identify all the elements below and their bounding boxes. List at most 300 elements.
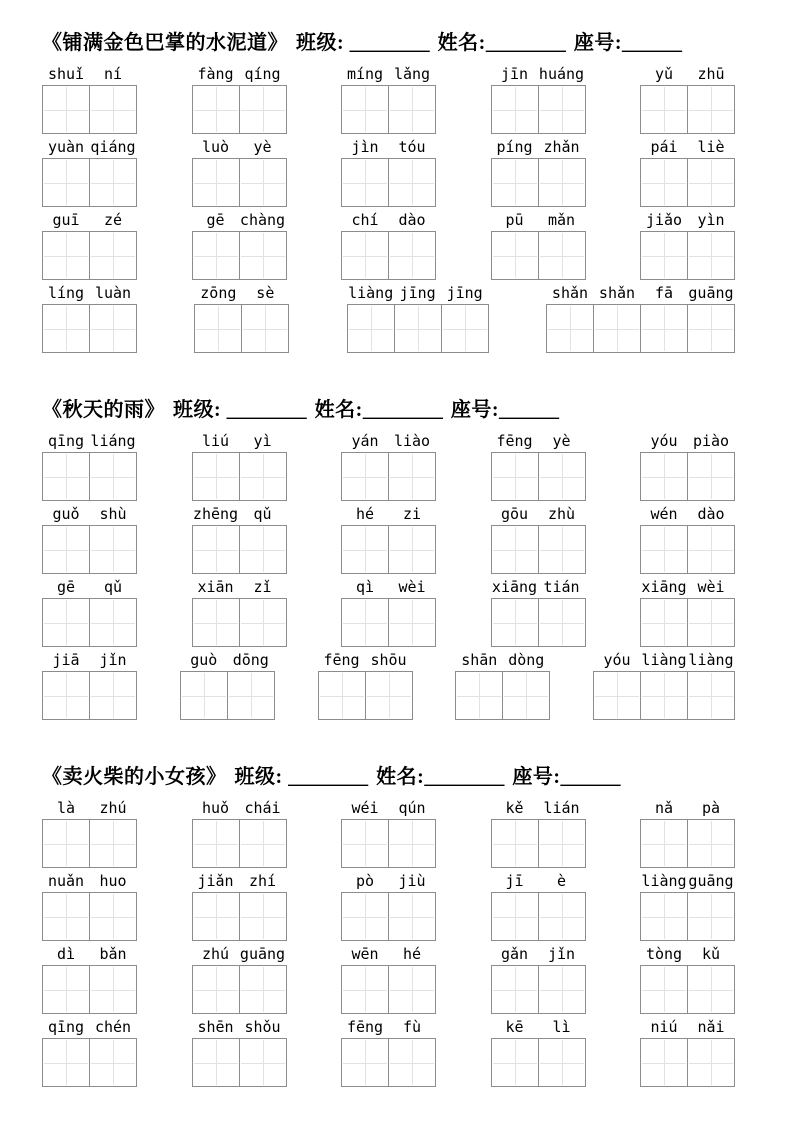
character-cell: [538, 598, 586, 647]
character-cell: [341, 158, 389, 207]
character-cell: [341, 1038, 389, 1087]
character-cell: [687, 158, 735, 207]
word-group: [194, 284, 289, 353]
character-cell: [687, 85, 735, 134]
character-cell: [388, 819, 436, 868]
pinyin-syllable: zōng: [200, 284, 237, 302]
word-group: [192, 138, 287, 207]
pinyin-line: [491, 505, 586, 524]
worksheet-section: [42, 30, 735, 353]
character-cell: [687, 892, 735, 941]
pinyin-syllable: kǔ: [701, 945, 721, 963]
character-cell: [239, 819, 287, 868]
pinyin-syllable: sè: [256, 284, 275, 302]
pinyin-syllable: chén: [94, 1018, 132, 1036]
word-group: [491, 799, 586, 868]
pinyin-syllable: guǒ: [52, 505, 80, 523]
pinyin-line: [341, 945, 436, 964]
word-row: [42, 432, 735, 501]
character-cell: [491, 598, 539, 647]
character-cell: [640, 1038, 688, 1087]
writing-grid: [42, 892, 137, 941]
pinyin-syllable: shǎn: [551, 284, 589, 302]
pinyin-syllable: liào: [393, 432, 431, 450]
pinyin-syllable: zé: [103, 211, 123, 229]
pinyin-line: [42, 65, 137, 84]
lesson-title: 《卖火柴的小女孩》: [42, 766, 227, 788]
character-cell: [546, 304, 594, 353]
character-cell: [538, 85, 586, 134]
pinyin-syllable: gē: [56, 578, 76, 596]
word-row: [42, 651, 735, 720]
writing-grid: [42, 231, 137, 280]
character-cell: [341, 452, 389, 501]
pinyin-line: [341, 211, 436, 230]
pinyin-line: [42, 211, 137, 230]
word-group: [42, 945, 137, 1014]
pinyin-syllable: wén: [650, 505, 678, 523]
pinyin-syllable: gōu: [500, 505, 529, 523]
character-cell: [687, 1038, 735, 1087]
pinyin-syllable: yán: [351, 432, 379, 450]
pinyin-syllable: fù: [402, 1018, 422, 1036]
character-cell: [239, 452, 287, 501]
pinyin-line: [546, 284, 735, 303]
character-cell: [341, 598, 389, 647]
pinyin-syllable: luò: [201, 138, 230, 156]
pinyin-line: [192, 945, 287, 964]
character-cell: [341, 85, 389, 134]
character-cell: [640, 819, 688, 868]
pinyin-syllable: tóu: [398, 138, 426, 156]
pinyin-syllable: tián: [543, 578, 580, 596]
word-group: [546, 284, 735, 353]
character-cell: [194, 304, 242, 353]
heading-field-label: 姓名:: [376, 766, 425, 788]
pinyin-line: [640, 799, 735, 818]
pinyin-syllable: xiān: [197, 578, 234, 596]
writing-grid: [341, 1038, 436, 1087]
pinyin-line: [640, 505, 735, 524]
pinyin-syllable: yè: [253, 138, 272, 156]
pinyin-syllable: niú: [650, 1018, 678, 1036]
character-cell: [388, 452, 436, 501]
pinyin-syllable: hé: [355, 505, 375, 523]
pinyin-line: [192, 505, 287, 524]
pinyin-line: [42, 945, 137, 964]
pinyin-syllable: qīng: [47, 1018, 85, 1036]
character-cell: [687, 452, 735, 501]
word-group: [640, 1018, 735, 1087]
word-row: [42, 799, 735, 868]
pinyin-syllable: jǐn: [99, 651, 127, 669]
writing-grid: [42, 452, 137, 501]
writing-grid: [491, 85, 586, 134]
character-cell: [89, 85, 137, 134]
writing-grid: [42, 598, 137, 647]
heading-blank-line: ________: [362, 399, 443, 421]
section-heading: [42, 397, 735, 423]
writing-grid: [194, 304, 289, 353]
pinyin-syllable: gǎn: [500, 945, 529, 963]
word-group: [180, 651, 275, 720]
pinyin-line: [640, 211, 735, 230]
pinyin-syllable: pū: [505, 211, 524, 229]
character-cell: [640, 304, 688, 353]
word-row: [42, 1018, 735, 1087]
pinyin-syllable: zhǎn: [543, 138, 580, 156]
writing-grid: [640, 85, 735, 134]
pinyin-syllable: pà: [701, 799, 721, 817]
word-row: [42, 872, 735, 941]
pinyin-line: [341, 578, 436, 597]
heading-blank-line: ________: [485, 32, 566, 54]
word-row: [42, 578, 735, 647]
pinyin-syllable: jī: [505, 872, 524, 890]
character-cell: [89, 671, 137, 720]
character-cell: [192, 452, 240, 501]
writing-grid: [180, 671, 275, 720]
character-cell: [89, 819, 137, 868]
character-cell: [491, 231, 539, 280]
writing-grid: [640, 819, 735, 868]
character-cell: [192, 892, 240, 941]
pinyin-syllable: shǒu: [244, 1018, 281, 1036]
writing-grid: [491, 525, 586, 574]
pinyin-syllable: luàn: [94, 284, 132, 302]
pinyin-syllable: dòng: [508, 651, 545, 669]
heading-field-label: 座号:: [450, 399, 500, 421]
pinyin-syllable: gē: [206, 211, 225, 229]
pinyin-line: [640, 432, 735, 451]
character-cell: [42, 452, 90, 501]
word-group: [341, 872, 436, 941]
pinyin-syllable: liè: [697, 138, 725, 156]
word-group: [42, 65, 137, 134]
pinyin-syllable: guī: [52, 211, 80, 229]
pinyin-syllable: yǔ: [654, 65, 674, 83]
character-cell: [491, 525, 539, 574]
pinyin-syllable: pò: [355, 872, 375, 890]
pinyin-syllable: shù: [99, 505, 127, 523]
writing-grid: [42, 965, 137, 1014]
writing-grid: [341, 452, 436, 501]
pinyin-line: [593, 651, 735, 670]
word-group: [640, 945, 735, 1014]
pinyin-syllable: jiǎn: [197, 872, 234, 890]
pinyin-syllable: guāng: [688, 284, 734, 302]
character-cell: [491, 965, 539, 1014]
character-cell: [42, 85, 90, 134]
character-cell: [388, 965, 436, 1014]
character-cell: [42, 304, 90, 353]
character-cell: [640, 158, 688, 207]
character-cell: [239, 525, 287, 574]
character-cell: [640, 85, 688, 134]
pinyin-syllable: wéi: [351, 799, 379, 817]
writing-grid: [42, 819, 137, 868]
character-cell: [89, 452, 137, 501]
pinyin-line: [42, 799, 137, 818]
pinyin-syllable: dì: [56, 945, 76, 963]
pinyin-line: [640, 872, 735, 891]
pinyin-syllable: jiù: [398, 872, 426, 890]
pinyin-syllable: hé: [402, 945, 422, 963]
pinyin-syllable: dōng: [232, 651, 269, 669]
pinyin-syllable: huo: [99, 872, 127, 890]
character-cell: [491, 819, 539, 868]
pinyin-syllable: zhú: [99, 799, 127, 817]
character-cell: [180, 671, 228, 720]
character-cell: [491, 85, 539, 134]
heading-blank-line: ________: [288, 766, 369, 788]
section-heading: [42, 764, 735, 790]
pinyin-syllable: mǎn: [547, 211, 576, 229]
writing-grid: [640, 965, 735, 1014]
pinyin-line: [42, 872, 137, 891]
pinyin-line: [341, 799, 436, 818]
pinyin-syllable: è: [556, 872, 567, 890]
pinyin-line: [491, 211, 586, 230]
word-group: [341, 211, 436, 280]
writing-grid: [593, 671, 735, 720]
word-group: [491, 578, 586, 647]
heading-field-label: 姓名:: [314, 399, 363, 421]
word-group: [640, 432, 735, 501]
pinyin-syllable: fàng: [197, 65, 234, 83]
pinyin-line: [341, 432, 436, 451]
character-cell: [89, 892, 137, 941]
heading-field-label: 班级:: [296, 32, 350, 54]
writing-grid: [192, 598, 287, 647]
pinyin-syllable: qún: [398, 799, 426, 817]
pinyin-syllable: qíng: [244, 65, 281, 83]
pinyin-syllable: zi: [402, 505, 422, 523]
pinyin-syllable: qiáng: [90, 138, 136, 156]
pinyin-line: [192, 578, 287, 597]
character-cell: [538, 452, 586, 501]
character-cell: [538, 892, 586, 941]
heading-field-label: 姓名:: [437, 32, 486, 54]
word-group: [491, 211, 586, 280]
writing-grid: [640, 452, 735, 501]
character-cell: [640, 231, 688, 280]
pinyin-syllable: xiāng: [491, 578, 538, 596]
writing-grid: [192, 819, 287, 868]
character-cell: [227, 671, 275, 720]
writing-grid: [42, 525, 137, 574]
section-heading: [42, 30, 735, 56]
pinyin-line: [341, 1018, 436, 1037]
writing-grid: [546, 304, 735, 353]
character-cell: [593, 304, 641, 353]
pinyin-syllable: nuǎn: [47, 872, 85, 890]
character-cell: [192, 819, 240, 868]
character-cell: [687, 965, 735, 1014]
writing-grid: [192, 231, 287, 280]
writing-grid: [42, 158, 137, 207]
character-cell: [388, 85, 436, 134]
lesson-title: 《铺满金色巴掌的水泥道》: [42, 32, 288, 54]
pinyin-line: [491, 799, 586, 818]
pinyin-syllable: dào: [697, 505, 725, 523]
character-cell: [192, 231, 240, 280]
heading-blank-line: ________: [424, 766, 505, 788]
word-row: [42, 505, 735, 574]
character-cell: [192, 85, 240, 134]
character-cell: [42, 1038, 90, 1087]
word-group: [42, 505, 137, 574]
character-cell: [239, 231, 287, 280]
word-row: [42, 65, 735, 134]
pinyin-line: [341, 505, 436, 524]
word-group: [491, 872, 586, 941]
word-group: [491, 432, 586, 501]
character-cell: [42, 598, 90, 647]
word-group: [42, 138, 137, 207]
pinyin-syllable: dào: [398, 211, 426, 229]
character-cell: [341, 892, 389, 941]
writing-grid: [491, 965, 586, 1014]
pinyin-syllable: chàng: [239, 211, 286, 229]
pinyin-syllable: fēng: [496, 432, 533, 450]
pinyin-syllable: shān: [461, 651, 498, 669]
pinyin-syllable: liàng: [641, 872, 687, 890]
word-group: [640, 799, 735, 868]
word-row: [42, 211, 735, 280]
worksheet-section: [42, 764, 735, 1087]
writing-grid: [341, 965, 436, 1014]
word-group: [192, 799, 287, 868]
pinyin-syllable: bǎn: [99, 945, 127, 963]
pinyin-syllable: jīng: [446, 284, 483, 302]
word-group: [341, 65, 436, 134]
writing-grid: [341, 231, 436, 280]
character-cell: [640, 965, 688, 1014]
pinyin-line: [491, 65, 586, 84]
pinyin-syllable: piào: [692, 432, 730, 450]
pinyin-line: [192, 432, 287, 451]
character-cell: [365, 671, 413, 720]
pinyin-syllable: zǐ: [253, 578, 272, 596]
pinyin-line: [180, 651, 275, 670]
word-group: [341, 432, 436, 501]
word-group: [42, 799, 137, 868]
pinyin-syllable: huǒ: [201, 799, 230, 817]
word-group: [192, 211, 287, 280]
pinyin-line: [491, 872, 586, 891]
pinyin-syllable: yuàn: [47, 138, 85, 156]
heading-blank-line: ______: [622, 32, 683, 54]
lesson-title: 《秋天的雨》: [42, 399, 165, 421]
pinyin-syllable: jiā: [52, 651, 80, 669]
word-group: [593, 651, 735, 720]
character-cell: [42, 965, 90, 1014]
pinyin-syllable: fēng: [323, 651, 360, 669]
heading-blank-line: ________: [349, 32, 430, 54]
pinyin-syllable: píng: [496, 138, 533, 156]
writing-grid: [640, 892, 735, 941]
character-cell: [318, 671, 366, 720]
character-cell: [239, 158, 287, 207]
writing-grid: [491, 598, 586, 647]
pinyin-syllable: nǎ: [654, 799, 674, 817]
word-group: [640, 65, 735, 134]
pinyin-syllable: liàng: [641, 651, 687, 669]
pinyin-syllable: lǎng: [393, 65, 431, 83]
writing-grid: [640, 598, 735, 647]
heading-field-label: 班级:: [173, 399, 227, 421]
pinyin-line: [192, 872, 287, 891]
character-cell: [491, 892, 539, 941]
character-cell: [593, 671, 641, 720]
pinyin-syllable: yìn: [697, 211, 725, 229]
pinyin-syllable: chái: [244, 799, 281, 817]
character-cell: [538, 1038, 586, 1087]
word-group: [491, 505, 586, 574]
pinyin-line: [42, 138, 137, 157]
pinyin-syllable: guò: [190, 651, 218, 669]
character-cell: [42, 158, 90, 207]
character-cell: [455, 671, 503, 720]
pinyin-syllable: tòng: [645, 945, 683, 963]
writing-grid: [491, 231, 586, 280]
writing-grid: [341, 158, 436, 207]
writing-grid: [192, 525, 287, 574]
writing-grid: [192, 892, 287, 941]
pinyin-syllable: jīn: [500, 65, 529, 83]
character-cell: [388, 158, 436, 207]
pinyin-syllable: yóu: [603, 651, 631, 669]
pinyin-line: [192, 65, 287, 84]
character-cell: [89, 1038, 137, 1087]
word-group: [42, 872, 137, 941]
pinyin-line: [491, 432, 586, 451]
writing-grid: [42, 1038, 137, 1087]
pinyin-syllable: wèi: [697, 578, 725, 596]
writing-grid: [491, 1038, 586, 1087]
pinyin-syllable: fā: [654, 284, 674, 302]
character-cell: [341, 525, 389, 574]
character-cell: [640, 892, 688, 941]
pinyin-syllable: liàng: [688, 651, 734, 669]
character-cell: [538, 158, 586, 207]
writing-grid: [192, 452, 287, 501]
heading-blank-line: ______: [560, 766, 621, 788]
pinyin-syllable: xiāng: [641, 578, 687, 596]
pinyin-line: [455, 651, 550, 670]
word-group: [640, 872, 735, 941]
word-group: [640, 211, 735, 280]
pinyin-syllable: jìn: [351, 138, 379, 156]
character-cell: [687, 231, 735, 280]
heading-field-label: 座号:: [573, 32, 623, 54]
character-cell: [640, 671, 688, 720]
pinyin-syllable: wēn: [351, 945, 379, 963]
word-group: [491, 945, 586, 1014]
character-cell: [538, 231, 586, 280]
character-cell: [341, 819, 389, 868]
writing-grid: [341, 525, 436, 574]
word-group: [42, 1018, 137, 1087]
character-cell: [687, 304, 735, 353]
character-cell: [239, 598, 287, 647]
writing-grid: [640, 1038, 735, 1087]
character-cell: [347, 304, 395, 353]
pinyin-syllable: jīng: [399, 284, 436, 302]
character-cell: [491, 158, 539, 207]
character-cell: [239, 1038, 287, 1087]
